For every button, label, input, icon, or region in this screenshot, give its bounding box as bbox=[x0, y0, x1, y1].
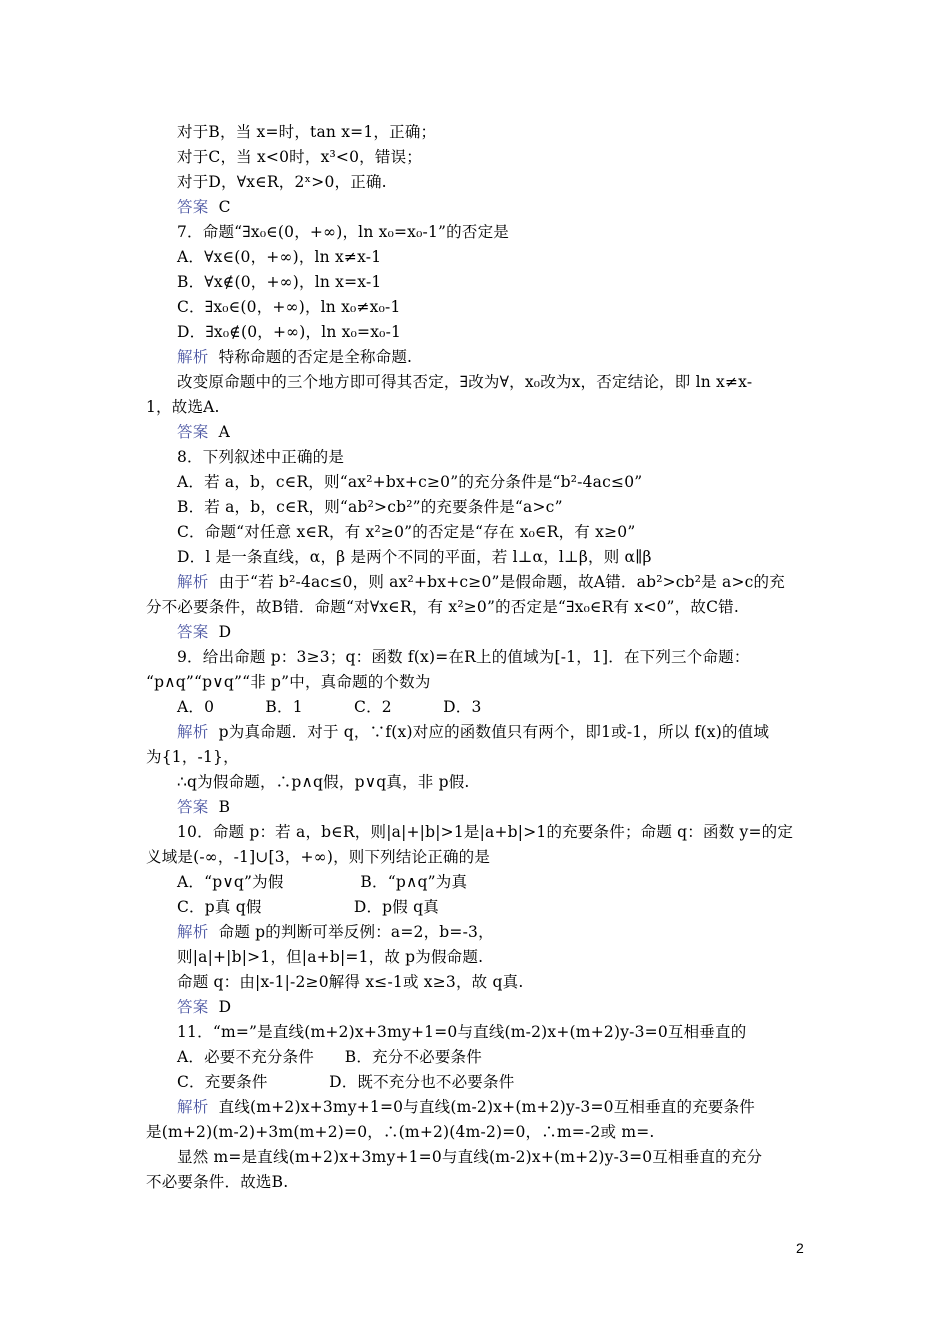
line-text: A bbox=[208, 423, 231, 441]
analysis-label: 解析 bbox=[177, 573, 209, 591]
line-text: A．0 B．1 C．2 D．3 bbox=[177, 698, 482, 716]
text-line bbox=[0, 871, 950, 893]
line-text: 命题 p的判断可举反例：a=2，b=-3， bbox=[208, 923, 494, 941]
text-line bbox=[0, 446, 950, 468]
text-line bbox=[0, 146, 950, 168]
text-line bbox=[0, 771, 950, 793]
text-line bbox=[0, 521, 950, 543]
text-line bbox=[0, 546, 950, 568]
page-number: 2 bbox=[796, 1240, 804, 1256]
analysis-label: 解析 bbox=[177, 348, 209, 366]
line-text: A．“p∨q”为假 B．“p∧q”为真 bbox=[177, 873, 468, 891]
text-line bbox=[0, 646, 950, 668]
line-text: 分不必要条件，故B错．命题“对∀x∈R，有 x²≥0”的否定是“∃x₀∈R有 x<0”，故C错. bbox=[146, 598, 739, 616]
text-line bbox=[0, 221, 950, 243]
line-text: 9．给出命题 p：3≥3；q：函数 f(x)=在R上的值域为[-1，1]．在下列三个命题： bbox=[177, 648, 750, 666]
text-line bbox=[0, 721, 950, 743]
answer-label: 答案 bbox=[177, 798, 209, 816]
line-text: C．命题“对任意 x∈R，有 x²≥0”的否定是“存在 x₀∈R，有 x≥0” bbox=[177, 523, 636, 541]
line-text: 义域是(-∞，-1]∪[3，+∞)，则下列结论正确的是 bbox=[146, 848, 491, 866]
analysis-label: 解析 bbox=[177, 923, 209, 941]
line-text: D bbox=[208, 998, 232, 1016]
line-text: 7．命题“∃x₀∈(0，+∞)，ln x₀=x₀-1”的否定是 bbox=[177, 223, 509, 241]
line-text: 对于C，当 x<0时，x³<0，错误； bbox=[177, 148, 422, 166]
line-text: 11．“m=”是直线(m+2)x+3my+1=0与直线(m-2)x+(m+2)y-3=0互相垂直的 bbox=[177, 1023, 747, 1041]
line-text: D．∃x₀∉(0，+∞)，ln x₀=x₀-1 bbox=[177, 323, 402, 341]
line-text: 对于B，当 x=时，tan x=1，正确； bbox=[177, 123, 437, 141]
text-line bbox=[0, 1071, 950, 1093]
line-text: A．∀x∈(0，+∞)，ln x≠x-1 bbox=[177, 248, 382, 266]
line-text: C．p真 q假 D．p假 q真 bbox=[177, 898, 439, 916]
line-text: 8．下列叙述中正确的是 bbox=[177, 448, 345, 466]
line-text: C bbox=[208, 198, 231, 216]
text-line bbox=[0, 696, 950, 718]
answer-label: 答案 bbox=[177, 423, 209, 441]
text-line bbox=[0, 746, 950, 768]
line-text: 改变原命题中的三个地方即可得其否定，∃改为∀，x₀改为x，否定结论，即 ln x≠x- bbox=[177, 373, 753, 391]
text-line bbox=[0, 396, 950, 418]
text-line bbox=[0, 121, 950, 143]
text-line bbox=[0, 496, 950, 518]
line-text: 是(m+2)(m-2)+3m(m+2)=0，∴(m+2)(4m-2)=0，∴m=-2或 m=. bbox=[146, 1123, 655, 1141]
text-line bbox=[0, 321, 950, 343]
analysis-label: 解析 bbox=[177, 723, 209, 741]
text-line bbox=[0, 971, 950, 993]
line-text: p为真命题．对于 q，∵f(x)对应的函数值只有两个，即1或-1，所以 f(x)的值域 bbox=[208, 723, 770, 741]
line-text: A．若 a，b，c∈R，则“ax²+bx+c≥0”的充分条件是“b²-4ac≤0” bbox=[177, 473, 643, 491]
line-text: ∴q为假命题，∴p∧q假，p∨q真，非 p假. bbox=[177, 773, 470, 791]
text-line bbox=[0, 421, 950, 443]
line-text: C．∃x₀∈(0，+∞)，ln x₀≠x₀-1 bbox=[177, 298, 401, 316]
line-text: B bbox=[208, 798, 231, 816]
text-line bbox=[0, 796, 950, 818]
analysis-label: 解析 bbox=[177, 1098, 209, 1116]
text-line bbox=[0, 1096, 950, 1118]
text-line bbox=[0, 621, 950, 643]
answer-label: 答案 bbox=[177, 623, 209, 641]
line-text: 1，故选A. bbox=[146, 398, 220, 416]
text-line bbox=[0, 921, 950, 943]
line-text: A．必要不充分条件 B．充分不必要条件 bbox=[177, 1048, 482, 1066]
line-text: B．若 a，b，c∈R，则“ab²>cb²”的充要条件是“a>c” bbox=[177, 498, 563, 516]
text-line bbox=[0, 846, 950, 868]
text-line bbox=[0, 821, 950, 843]
line-text: 显然 m=是直线(m+2)x+3my+1=0与直线(m-2)x+(m+2)y-3=0互相垂直的充分 bbox=[177, 1148, 763, 1166]
text-line bbox=[0, 1146, 950, 1168]
line-text: 直线(m+2)x+3my+1=0与直线(m-2)x+(m+2)y-3=0互相垂直的充要条件 bbox=[208, 1098, 756, 1116]
text-line bbox=[0, 271, 950, 293]
answer-label: 答案 bbox=[177, 198, 209, 216]
answer-label: 答案 bbox=[177, 998, 209, 1016]
line-text: 为{1，-1}， bbox=[146, 748, 239, 766]
line-text: C．充要条件 D．既不充分也不必要条件 bbox=[177, 1073, 515, 1091]
text-line bbox=[0, 371, 950, 393]
line-text: 由于“若 b²-4ac≤0，则 ax²+bx+c≥0”是假命题，故A错．ab²>cb²是 a>c的充 bbox=[208, 573, 785, 591]
text-line bbox=[0, 471, 950, 493]
text-line bbox=[0, 246, 950, 268]
text-line bbox=[0, 171, 950, 193]
text-line bbox=[0, 571, 950, 593]
line-text: D bbox=[208, 623, 232, 641]
line-text: 特称命题的否定是全称命题. bbox=[208, 348, 413, 366]
text-line bbox=[0, 671, 950, 693]
line-text: 10．命题 p：若 a，b∈R，则|a|+|b|>1是|a+b|>1的充要条件；命题 q：函数 y=的定 bbox=[177, 823, 794, 841]
line-text: 不必要条件．故选B. bbox=[146, 1173, 289, 1191]
text-line bbox=[0, 996, 950, 1018]
text-line bbox=[0, 346, 950, 368]
text-line bbox=[0, 296, 950, 318]
line-text: “p∧q”“p∨q”“非 p”中，真命题的个数为 bbox=[146, 673, 431, 691]
text-line bbox=[0, 196, 950, 218]
text-line bbox=[0, 1046, 950, 1068]
line-text: 对于D，∀x∈R，2ˣ>0，正确. bbox=[177, 173, 387, 191]
text-line bbox=[0, 1021, 950, 1043]
line-text: B．∀x∉(0，+∞)，ln x=x-1 bbox=[177, 273, 382, 291]
text-line bbox=[0, 896, 950, 918]
line-text: 命题 q：由|x-1|-2≥0解得 x≤-1或 x≥3，故 q真. bbox=[177, 973, 524, 991]
text-line bbox=[0, 1171, 950, 1193]
line-text: D．l 是一条直线，α，β 是两个不同的平面，若 l⊥α，l⊥β，则 α∥β bbox=[177, 548, 652, 566]
text-line bbox=[0, 946, 950, 968]
text-line bbox=[0, 596, 950, 618]
text-line bbox=[0, 1121, 950, 1143]
line-text: 则|a|+|b|>1，但|a+b|=1，故 p为假命题. bbox=[177, 948, 484, 966]
